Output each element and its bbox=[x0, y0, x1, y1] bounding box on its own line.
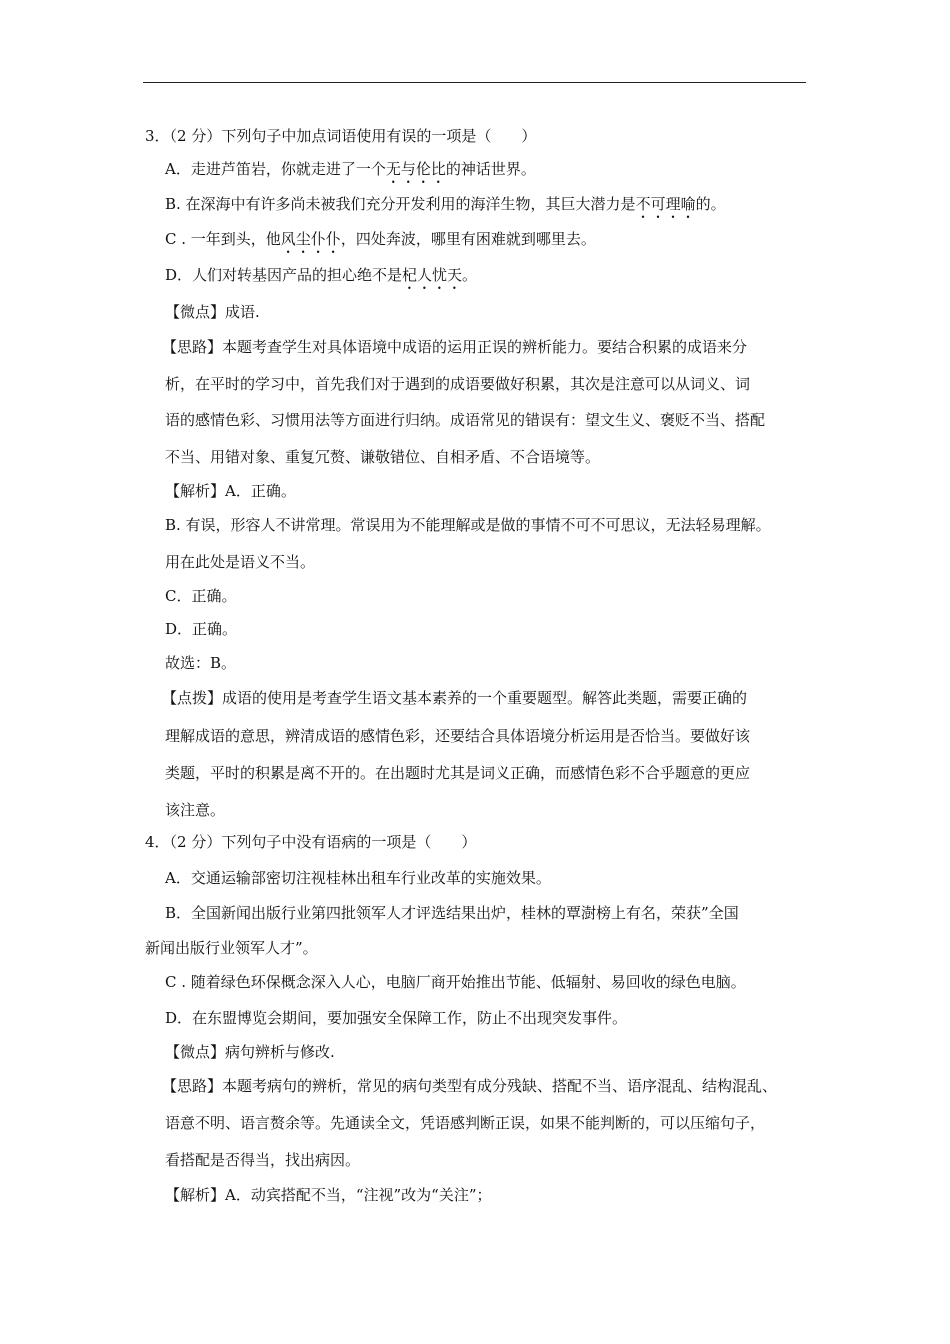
q3-option-c-emphasis: 风尘仆仆 bbox=[280, 230, 341, 248]
q3-jiexi-line: 用在此处是语义不当。 bbox=[165, 553, 316, 571]
q4-silu-line: 语意不明、语言赘余等。先通读全文，凭语感判断正误，如果不能判断的，可以压缩句子， bbox=[165, 1114, 766, 1132]
q3-silu-line: 不当、用错对象、重复冗赘、谦敬错位、自相矛盾、不合语境等。 bbox=[165, 448, 601, 466]
header-rule bbox=[143, 82, 806, 83]
q3-jiexi-line: B. 有误，形容人不讲常理。常误用为不能理解或是做的事情不可不可思议，无法轻易理解。 bbox=[165, 516, 771, 534]
q3-option-a bbox=[165, 159, 536, 187]
q3-option-c-pre: C . 一年到头，他 bbox=[165, 230, 281, 248]
q3-silu-line: 语的感情色彩、习惯用法等方面进行归纳。成语常见的错误有：望文生义、褒贬不当、搭配 bbox=[165, 411, 766, 429]
q3-option-c-post: ，四处奔波，哪里有困难就到哪里去。 bbox=[340, 230, 596, 248]
q3-option-a-emphasis: 无与伦比 bbox=[385, 160, 446, 178]
q4-option-a: A．交通运输部密切注视桂林出租车行业改革的实施效果。 bbox=[165, 869, 551, 887]
q3-option-c bbox=[165, 229, 596, 257]
q3-option-b bbox=[165, 194, 726, 222]
q3-option-a-pre: A．走进芦笛岩，你就走进了一个 bbox=[165, 160, 386, 178]
q4-jiexi: 【解析】A．动宾搭配不当，“注视”改为“关注”； bbox=[165, 1186, 492, 1204]
q3-option-b-emphasis: 不可理喻 bbox=[635, 195, 696, 213]
q3-option-d bbox=[165, 265, 477, 293]
q3-weidian: 【微点】成语. bbox=[165, 303, 260, 321]
q3-dianbo-line: 理解成语的意思，辨清成语的感情色彩，还要结合具体语境分析运用是否恰当。要做好该 bbox=[165, 727, 751, 745]
q4-option-c: C . 随着绿色环保概念深入人心，电脑厂商开始推出节能、低辐射、易回收的绿色电脑。 bbox=[165, 973, 746, 991]
q3-option-d-pre: D．人们对转基因产品的担心绝不是 bbox=[165, 266, 403, 284]
q4-stem: 4．（2 分）下列句子中没有语病的一项是（ ） bbox=[145, 833, 477, 851]
q3-silu-line: 析，在平时的学习中，首先我们对于遇到的成语要做好积累，其次是注意可以从词义、词 bbox=[165, 375, 751, 393]
q3-stem: 3．（2 分）下列句子中加点词语使用有误的一项是（ ） bbox=[145, 127, 537, 145]
q3-silu-line: 【思路】本题考查学生对具体语境中成语的运用正误的辨析能力。要结合积累的成语来分 bbox=[162, 338, 748, 356]
q4-option-b-line1: B．全国新闻出版行业第四批领军人才评选结果出炉，桂林的覃澍榜上有名，荣获”全国 bbox=[165, 904, 739, 922]
q3-option-b-post: 的。 bbox=[695, 195, 726, 213]
q3-dianbo-line: 类题，平时的积累是离不开的。在出题时尤其是词义正确，而感情色彩不合乎题意的更应 bbox=[165, 764, 751, 782]
q3-option-d-post: 。 bbox=[462, 266, 478, 284]
q3-jiexi-line: D．正确。 bbox=[165, 620, 238, 638]
q3-dianbo-line: 该注意。 bbox=[165, 801, 226, 819]
q3-option-d-emphasis: 杞人忧天 bbox=[402, 266, 463, 284]
q3-option-a-post: 的神话世界。 bbox=[445, 160, 536, 178]
q4-weidian: 【微点】病句辨析与修改. bbox=[165, 1043, 335, 1061]
q3-option-b-pre: B. 在深海中有许多尚未被我们充分开发利用的海洋生物，其巨大潜力是 bbox=[165, 195, 636, 213]
q3-jiexi-answer: 故选：B。 bbox=[165, 654, 237, 672]
q3-dianbo-line: 【点拨】成语的使用是考查学生语文基本素养的一个重要题型。解答此类题，需要正确的 bbox=[162, 689, 748, 707]
q3-jiexi-line: 【解析】A．正确。 bbox=[165, 482, 296, 500]
q4-silu-line: 看搭配是否得当，找出病因。 bbox=[165, 1151, 361, 1169]
q4-silu-line: 【思路】本题考病句的辨析，常见的病句类型有成分残缺、搭配不当、语序混乱、结构混乱、 bbox=[162, 1077, 778, 1095]
q3-jiexi-line: C．正确。 bbox=[165, 587, 237, 605]
q4-option-b-line2: 新闻出版行业领军人才”。 bbox=[145, 939, 318, 957]
q4-option-d: D．在东盟博览会期间，要加强安全保障工作，防止不出现突发事件。 bbox=[165, 1009, 628, 1027]
